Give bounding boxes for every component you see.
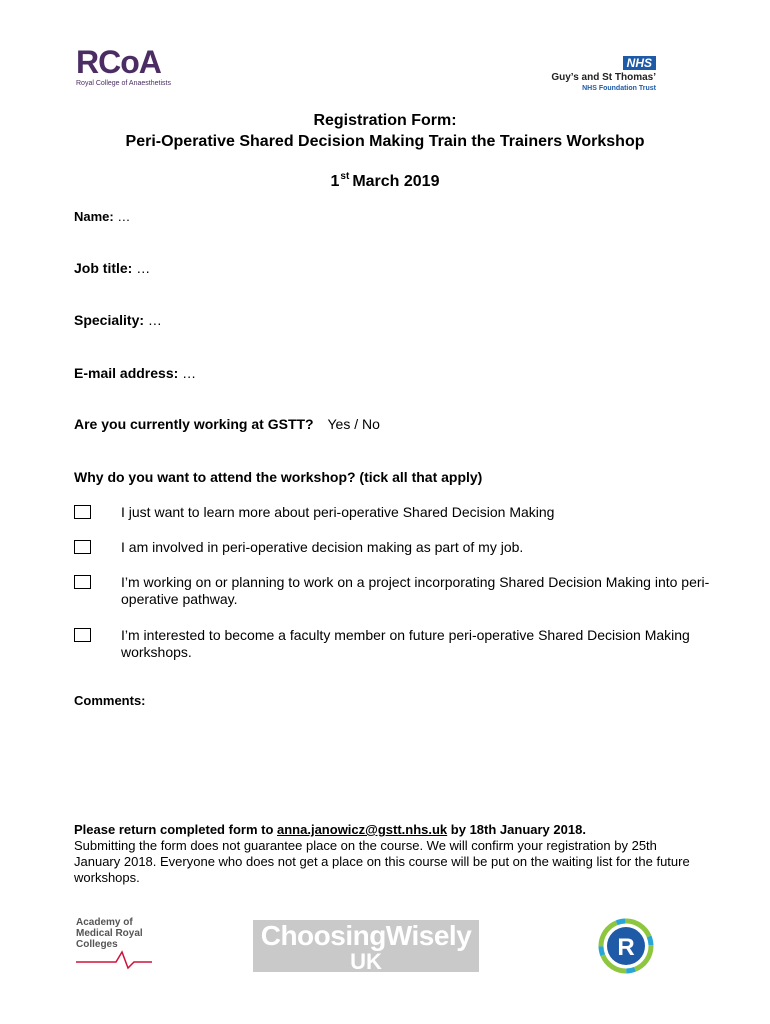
name-field[interactable] (74, 209, 130, 224)
option-label: I’m interested to become a faculty member on future peri-operative Shared Decision Making workshops. (121, 627, 690, 660)
email-field[interactable] (74, 365, 196, 381)
option-label: I just want to learn more about peri-operative Shared Decision Making (121, 504, 555, 520)
aomrc-line2: Medical Royal (76, 928, 143, 939)
footer-deadline: by 18th January 2018. (450, 822, 586, 837)
rcoa-subtitle: Royal College of Anaesthetists (76, 80, 171, 87)
r-circle-logo (598, 918, 654, 974)
date-suffix: st (340, 171, 350, 182)
workshop-date (0, 173, 770, 191)
job-title-value[interactable]: … (136, 260, 151, 276)
email-value[interactable]: … (182, 365, 197, 381)
choosing-wisely-title: ChoosingWisely (260, 920, 472, 951)
option-label: I’m working on or planning to work on a project incorporating Shared Decision Making into peri-operative pathway. (121, 574, 710, 607)
date-rest: March 2019 (352, 173, 440, 190)
speciality-field[interactable] (74, 312, 162, 328)
form-title: Registration Form: (313, 112, 457, 129)
choosing-wisely-logo (253, 920, 479, 972)
comments-label: Comments: (74, 693, 146, 708)
email-label: E-mail address: (74, 365, 179, 381)
rcoa-logo (76, 46, 186, 92)
aomrc-logo (76, 917, 166, 973)
job-title-label: Job title: (74, 260, 133, 276)
rcoa-mark: RCoA (76, 44, 161, 80)
job-title-field[interactable] (74, 260, 150, 276)
footer-lead: Please return completed form to (74, 822, 274, 837)
name-label: Name: (74, 209, 114, 224)
gstt-answer[interactable]: Yes / No (327, 416, 380, 432)
choosing-wisely-uk: UK (350, 949, 382, 974)
nhs-logo (540, 54, 656, 90)
date-day: 1 (330, 173, 340, 190)
gstt-label: Are you currently working at GSTT? (74, 416, 314, 432)
checkbox[interactable] (74, 505, 91, 519)
checkbox[interactable] (74, 575, 91, 589)
workshop-title: Peri-Operative Shared Decision Making Train the Trainers Workshop (125, 133, 645, 150)
checkbox[interactable] (74, 540, 91, 554)
nhs-foundation-trust: NHS Foundation Trust (582, 85, 656, 92)
footer-body: Submitting the form does not guarantee place on the course. We will confirm your registration by 25th January 2018. Everyone who does not get a place on this course will be put on the waiting list for the future workshops. (74, 838, 690, 885)
gstt-question[interactable] (74, 416, 380, 432)
speciality-label: Speciality: (74, 312, 145, 328)
footer-instructions (74, 822, 704, 886)
heartbeat-line-icon (76, 950, 156, 970)
r-badge-icon (598, 918, 654, 974)
r-letter: R (617, 934, 635, 961)
name-value[interactable]: … (117, 209, 131, 224)
speciality-value[interactable]: … (147, 312, 162, 328)
nhs-badge: NHS (623, 56, 656, 70)
contact-email-link[interactable]: anna.janowicz@gstt.nhs.uk (277, 822, 448, 837)
nhs-trust-name: Guy’s and St Thomas’ (551, 72, 656, 83)
aomrc-line3: Colleges (76, 939, 118, 950)
aomrc-line1: Academy of (76, 917, 133, 928)
checkbox[interactable] (74, 628, 91, 642)
option-label: I am involved in peri-operative decision making as part of my job. (121, 539, 524, 555)
why-attend-question: Why do you want to attend the workshop? (tick all that apply) (74, 469, 483, 485)
